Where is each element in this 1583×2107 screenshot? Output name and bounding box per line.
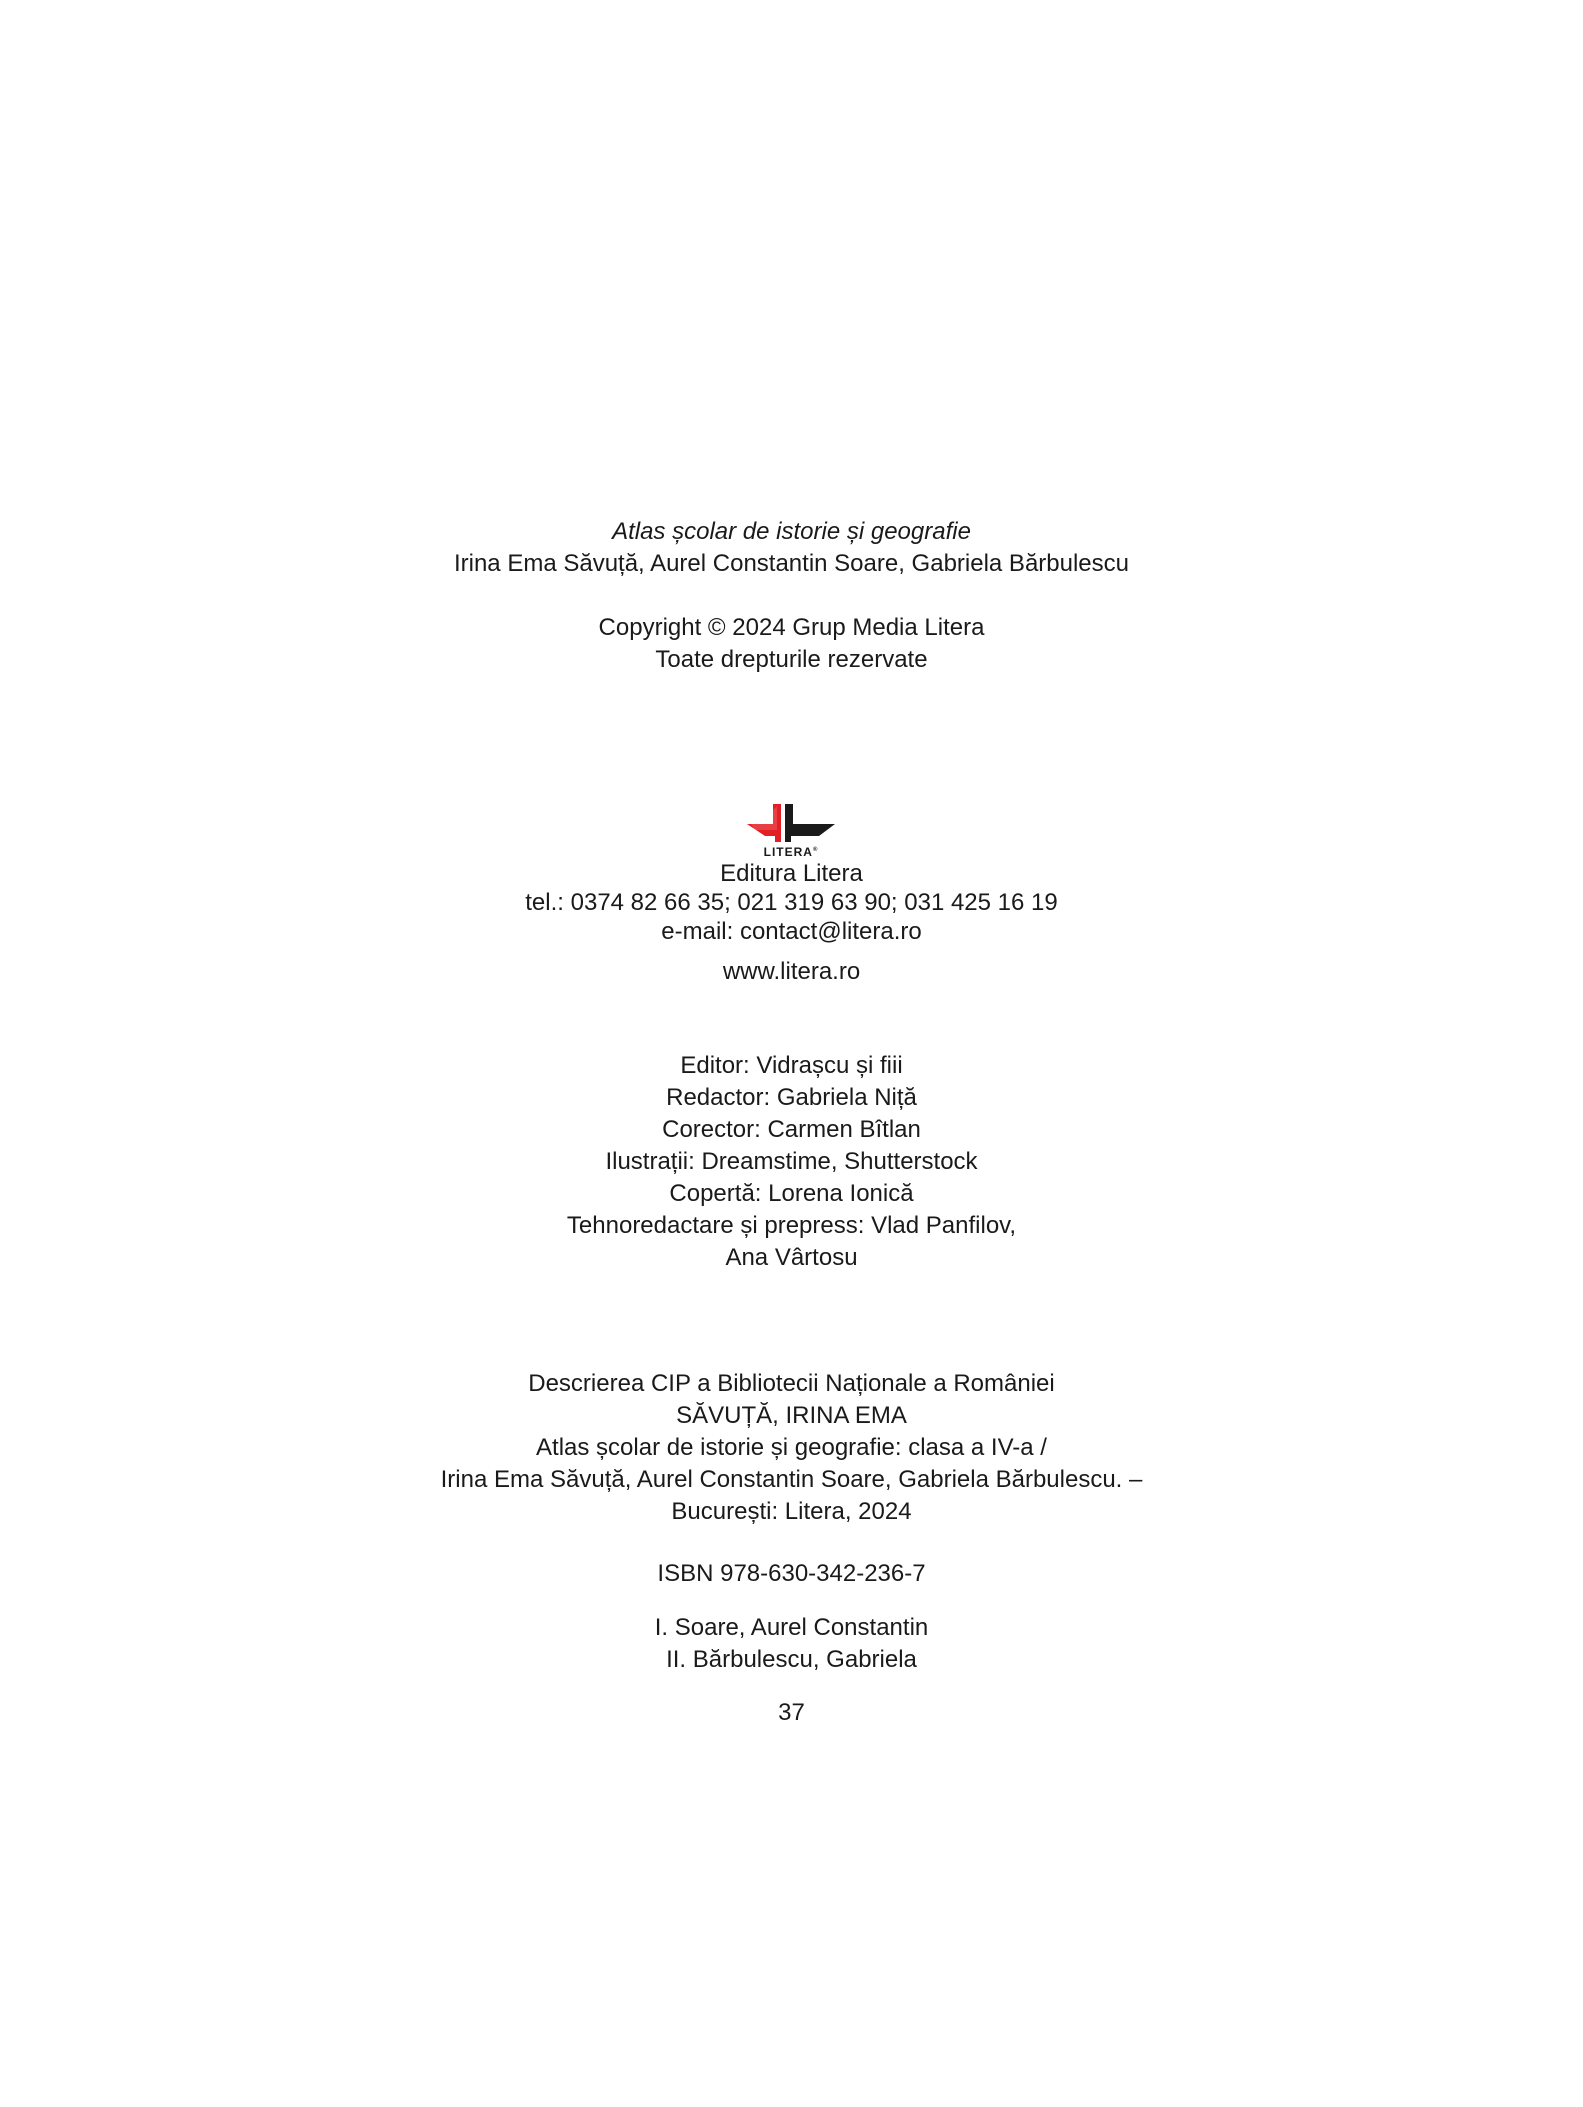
isbn: ISBN 978-630-342-236-7 — [657, 1560, 926, 1587]
cip-author: SĂVUȚĂ, IRINA EMA — [676, 1402, 907, 1429]
publisher-website: www.litera.ro — [722, 958, 861, 985]
credit-corector: Corector: Carmen Bîtlan — [662, 1116, 921, 1143]
publisher-name: Editura Litera — [720, 860, 863, 887]
credit-tehnoredactare: Tehnoredactare și prepress: Vlad Panfilov, — [566, 1212, 1017, 1239]
credit-redactor: Redactor: Gabriela Niță — [666, 1084, 917, 1111]
book-title: Atlas școlar de istorie și geografie — [612, 518, 971, 545]
credit-coperta: Copertă: Lorena Ionică — [669, 1180, 914, 1207]
credit-tehnoredactare-cont: Ana Vârtosu — [725, 1244, 858, 1271]
credit-editor: Editor: Vidrașcu și fiii — [680, 1052, 903, 1079]
credit-ilustratii: Ilustrații: Dreamstime, Shutterstock — [605, 1148, 978, 1175]
cip-imprint: București: Litera, 2024 — [671, 1498, 912, 1525]
cip-index-2: II. Bărbulescu, Gabriela — [666, 1646, 917, 1673]
cip-index-1: I. Soare, Aurel Constantin — [654, 1614, 929, 1641]
litera-logo — [745, 800, 837, 862]
cip-title: Atlas școlar de istorie și geografie: clasa a IV-a / — [536, 1434, 1047, 1461]
logo-wordmark — [745, 843, 837, 859]
publisher-phone: tel.: 0374 82 66 35; 021 319 63 90; 031 425 16 19 — [525, 889, 1058, 916]
book-authors: Irina Ema Săvuță, Aurel Constantin Soare, Gabriela Bărbulescu — [453, 550, 1130, 577]
copyright-notice: Copyright © 2024 Grup Media Litera — [598, 614, 985, 641]
logo-registered-mark: ® — [812, 847, 819, 853]
cip-classification: 37 — [778, 1699, 805, 1726]
logo-wordmark-text: LITERA — [763, 845, 813, 859]
litera-logo-mark — [745, 800, 837, 844]
cip-heading: Descrierea CIP a Bibliotecii Naționale a României — [528, 1370, 1055, 1397]
cip-authors: Irina Ema Săvuță, Aurel Constantin Soare, Gabriela Bărbulescu. – — [440, 1466, 1143, 1493]
rights-reserved: Toate drepturile rezervate — [655, 646, 928, 673]
publisher-email: e-mail: contact@litera.ro — [661, 918, 922, 945]
